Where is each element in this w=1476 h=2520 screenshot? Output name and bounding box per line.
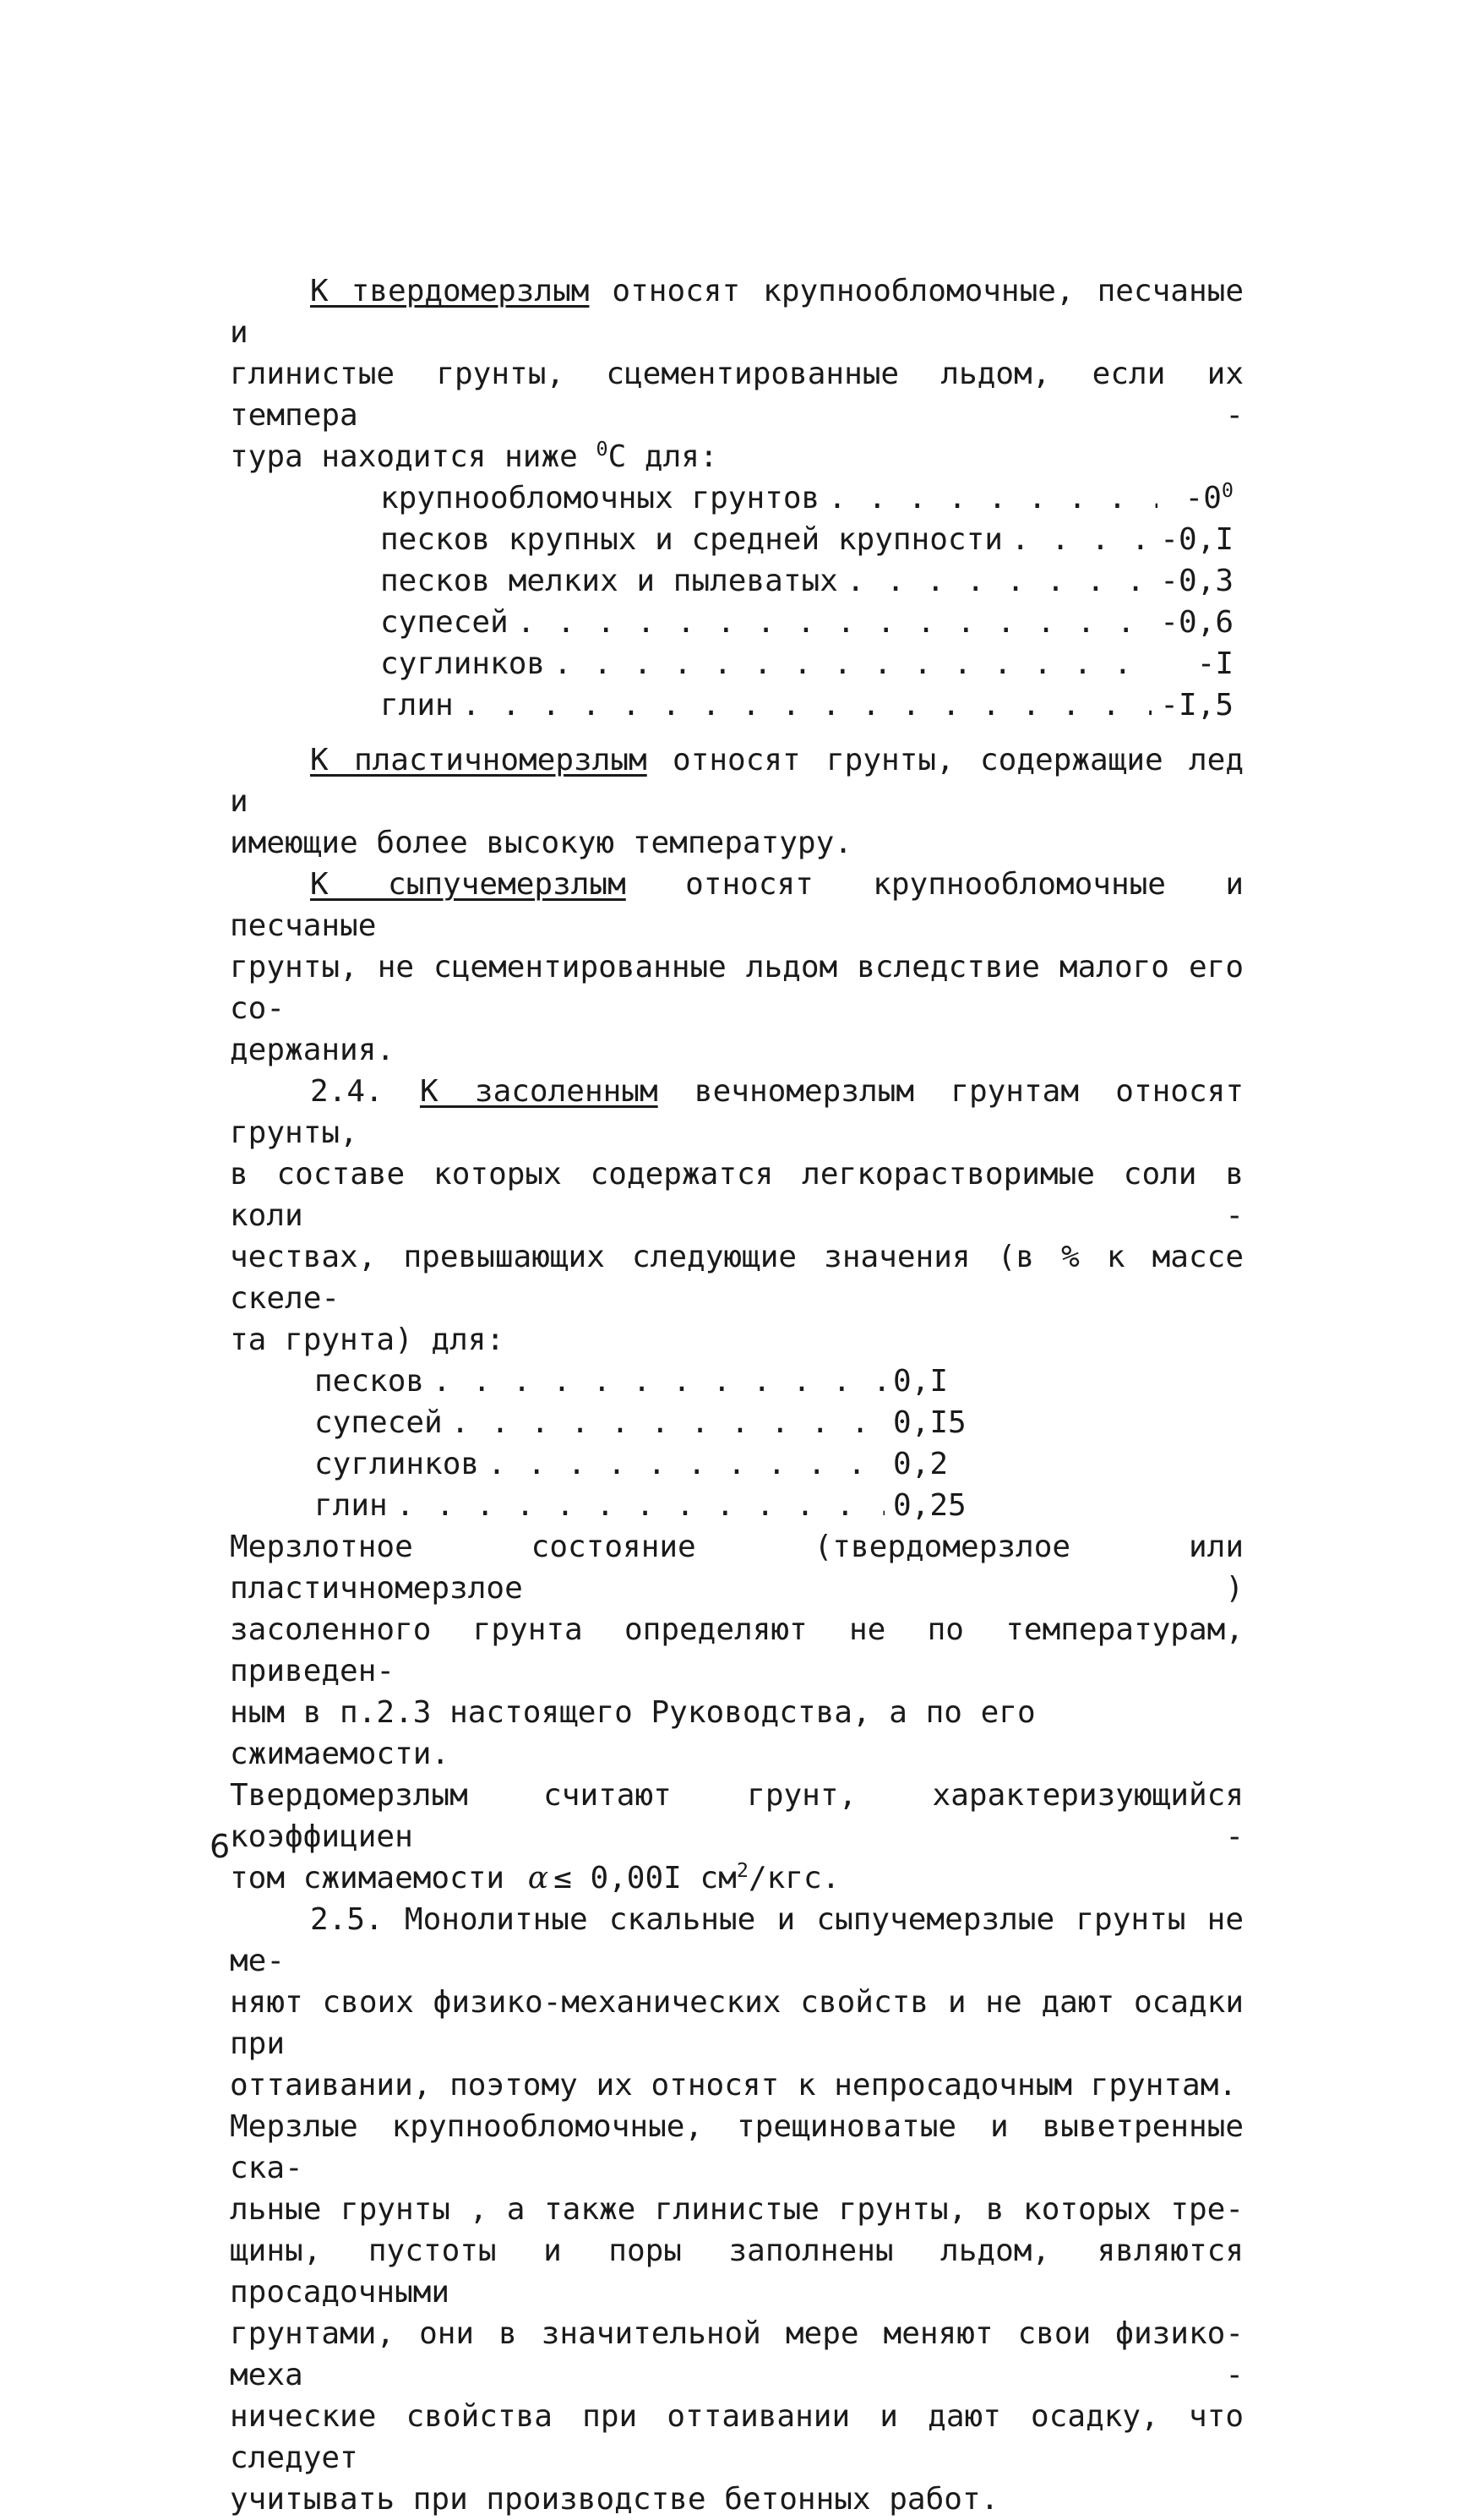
list-item-value: 0,2: [893, 1447, 949, 1481]
alpha-symbol: α: [527, 1861, 549, 1895]
text-line: [230, 739, 1244, 822]
list-item: [314, 1402, 973, 1443]
term-loose-frozen: К сыпучемерзлым: [310, 867, 626, 902]
leader-dots: [487, 1443, 885, 1485]
list-item-label: глин: [314, 1488, 388, 1523]
list-item-label: суглинков: [314, 1447, 480, 1481]
page-number: 6: [210, 1828, 231, 1865]
list-item-label: супесей: [314, 1405, 443, 1440]
list-item-label: песков мелких и пылеватых: [380, 564, 838, 598]
list-item-value: 0,I: [893, 1364, 949, 1399]
text-line: Мерзлые крупнообломочные, трещиноватые и выветренные ска-: [230, 2109, 1244, 2185]
paragraph-plastic-frozen: [230, 739, 1244, 864]
text-line: засоленного грунта определяют не по температурам, приведен-: [230, 1612, 1244, 1688]
text-fragment: относят крупнообломочные, песчаные и: [230, 274, 1244, 350]
list-item: [314, 1485, 973, 1526]
text-line: [230, 864, 1244, 946]
leader-dots: [396, 1485, 885, 1526]
list-item: [380, 560, 1234, 602]
text-fragment: относят грунты, содержащие лед и: [230, 743, 1244, 819]
salinity-list: [314, 1361, 973, 1526]
text-fragment: /кгс.: [748, 1861, 841, 1895]
superscript: 2: [736, 1858, 749, 1882]
text-fragment: ≤ 0,00I см: [553, 1861, 737, 1895]
text-line: грунтами, они в значительной мере меняют свои физико-меха -: [230, 2316, 1244, 2392]
text-line: Твердомерзлым считают грунт, характеризующийся коэффициен -: [230, 1778, 1244, 1854]
text-line: держания.: [230, 1033, 395, 1067]
temperature-list: [380, 477, 1234, 726]
spacer: [230, 726, 1244, 739]
text-line: [230, 436, 1244, 477]
list-item-label: песков: [314, 1364, 425, 1399]
leader-dots: [553, 643, 1157, 685]
list-item-value: 0,25: [893, 1488, 967, 1523]
paragraph-hard-frozen: [230, 270, 1244, 477]
list-item-value: -0,3: [1160, 564, 1234, 598]
text-line: няют своих физико-механических свойств и не дают осадки при: [230, 1985, 1244, 2061]
paragraph-saline: [230, 1071, 1244, 1361]
text-line: чествах, превышающих следующие значения (в % к массе скеле-: [230, 1240, 1244, 1316]
list-item-label: крупнообломочных грунтов: [380, 481, 820, 515]
term-hard-frozen: К твердомерзлым: [310, 274, 590, 308]
document-body: [230, 270, 1244, 2520]
leader-dots: [433, 1361, 885, 1402]
list-item: [380, 602, 1234, 643]
list-item-value: -0,6: [1160, 605, 1234, 640]
text-line: Мерзлотное состояние (твердомерзлое или пластичномерзлое ): [230, 1530, 1244, 1606]
list-item: [380, 643, 1234, 685]
leader-dots: [1011, 519, 1152, 560]
text-line: нические свойства при оттаивании и дают осадку, что следует: [230, 2399, 1244, 2475]
list-item-value: -0,I: [1160, 522, 1234, 557]
list-item-label: супесей: [380, 605, 509, 640]
term-plastic-frozen: К пластичномерзлым: [310, 743, 647, 777]
text-line: [230, 1857, 1244, 1899]
value-text: -0: [1185, 481, 1222, 515]
text-line: та грунта) для:: [230, 1323, 505, 1357]
list-item: [380, 477, 1234, 519]
leader-dots: [451, 1402, 885, 1443]
text-line: имеющие более высокую температуру.: [230, 826, 852, 860]
text-line: щины, пустоты и поры заполнены льдом, являются просадочными: [230, 2234, 1244, 2310]
list-item-value: -I: [1196, 646, 1234, 681]
superscript: 0: [1221, 478, 1234, 502]
list-item: [314, 1443, 973, 1485]
term-saline: К засоленным: [419, 1074, 658, 1109]
text-fragment: относят крупнообломочные и песчаные: [230, 867, 1244, 943]
text-line: грунты, не сцементированные льдом вследствие малого его со-: [230, 950, 1244, 1026]
paragraph-loose-frozen: [230, 864, 1244, 1071]
paragraph-frozen-state: [230, 1526, 1244, 1899]
leader-dots: [847, 560, 1152, 602]
list-item-label: песков крупных и средней крупности: [380, 522, 1003, 557]
superscript: 0: [596, 437, 608, 461]
paragraph-monolithic: [230, 1899, 1244, 2520]
text-line: [230, 270, 1244, 353]
list-item-label: суглинков: [380, 646, 546, 681]
text-fragment: С для:: [607, 439, 718, 474]
text-fragment: вечномерзлым грунтам относят грунты,: [230, 1074, 1244, 1150]
list-item-value: -I,5: [1160, 688, 1234, 723]
text-line: 2.5. Монолитные скальные и сыпучемерзлые грунты не ме-: [230, 1902, 1244, 1978]
text-line: глинистые грунты, сцементированные льдом, если их темпера -: [230, 357, 1244, 433]
list-item: [380, 519, 1234, 560]
section-number: 2.4.: [310, 1074, 420, 1109]
text-fragment: том сжимаемости: [230, 1861, 505, 1895]
list-item-value: 0,I5: [893, 1405, 967, 1440]
text-line: в составе которых содержатся легкорастворимые соли в коли -: [230, 1157, 1244, 1233]
text-line: оттаивании, поэтому их относят к непросадочным грунтам.: [230, 2068, 1238, 2103]
list-item: [314, 1361, 973, 1402]
list-item: [380, 685, 1234, 726]
leader-dots: [828, 477, 1157, 519]
text-line: учитывать при производстве бетонных работ.: [230, 2482, 999, 2517]
text-line: [230, 1071, 1244, 1154]
text-line: льные грунты , а также глинистые грунты, в которых тре-: [230, 2192, 1244, 2227]
list-item-label: глин: [380, 688, 454, 723]
leader-dots: [517, 602, 1152, 643]
text-fragment: тура находится ниже: [230, 439, 596, 474]
list-item-value: [1166, 477, 1234, 519]
text-line: ным в п.2.3 настоящего Руководства, а по его сжимаемости.: [230, 1695, 1036, 1771]
leader-dots: [462, 685, 1152, 726]
